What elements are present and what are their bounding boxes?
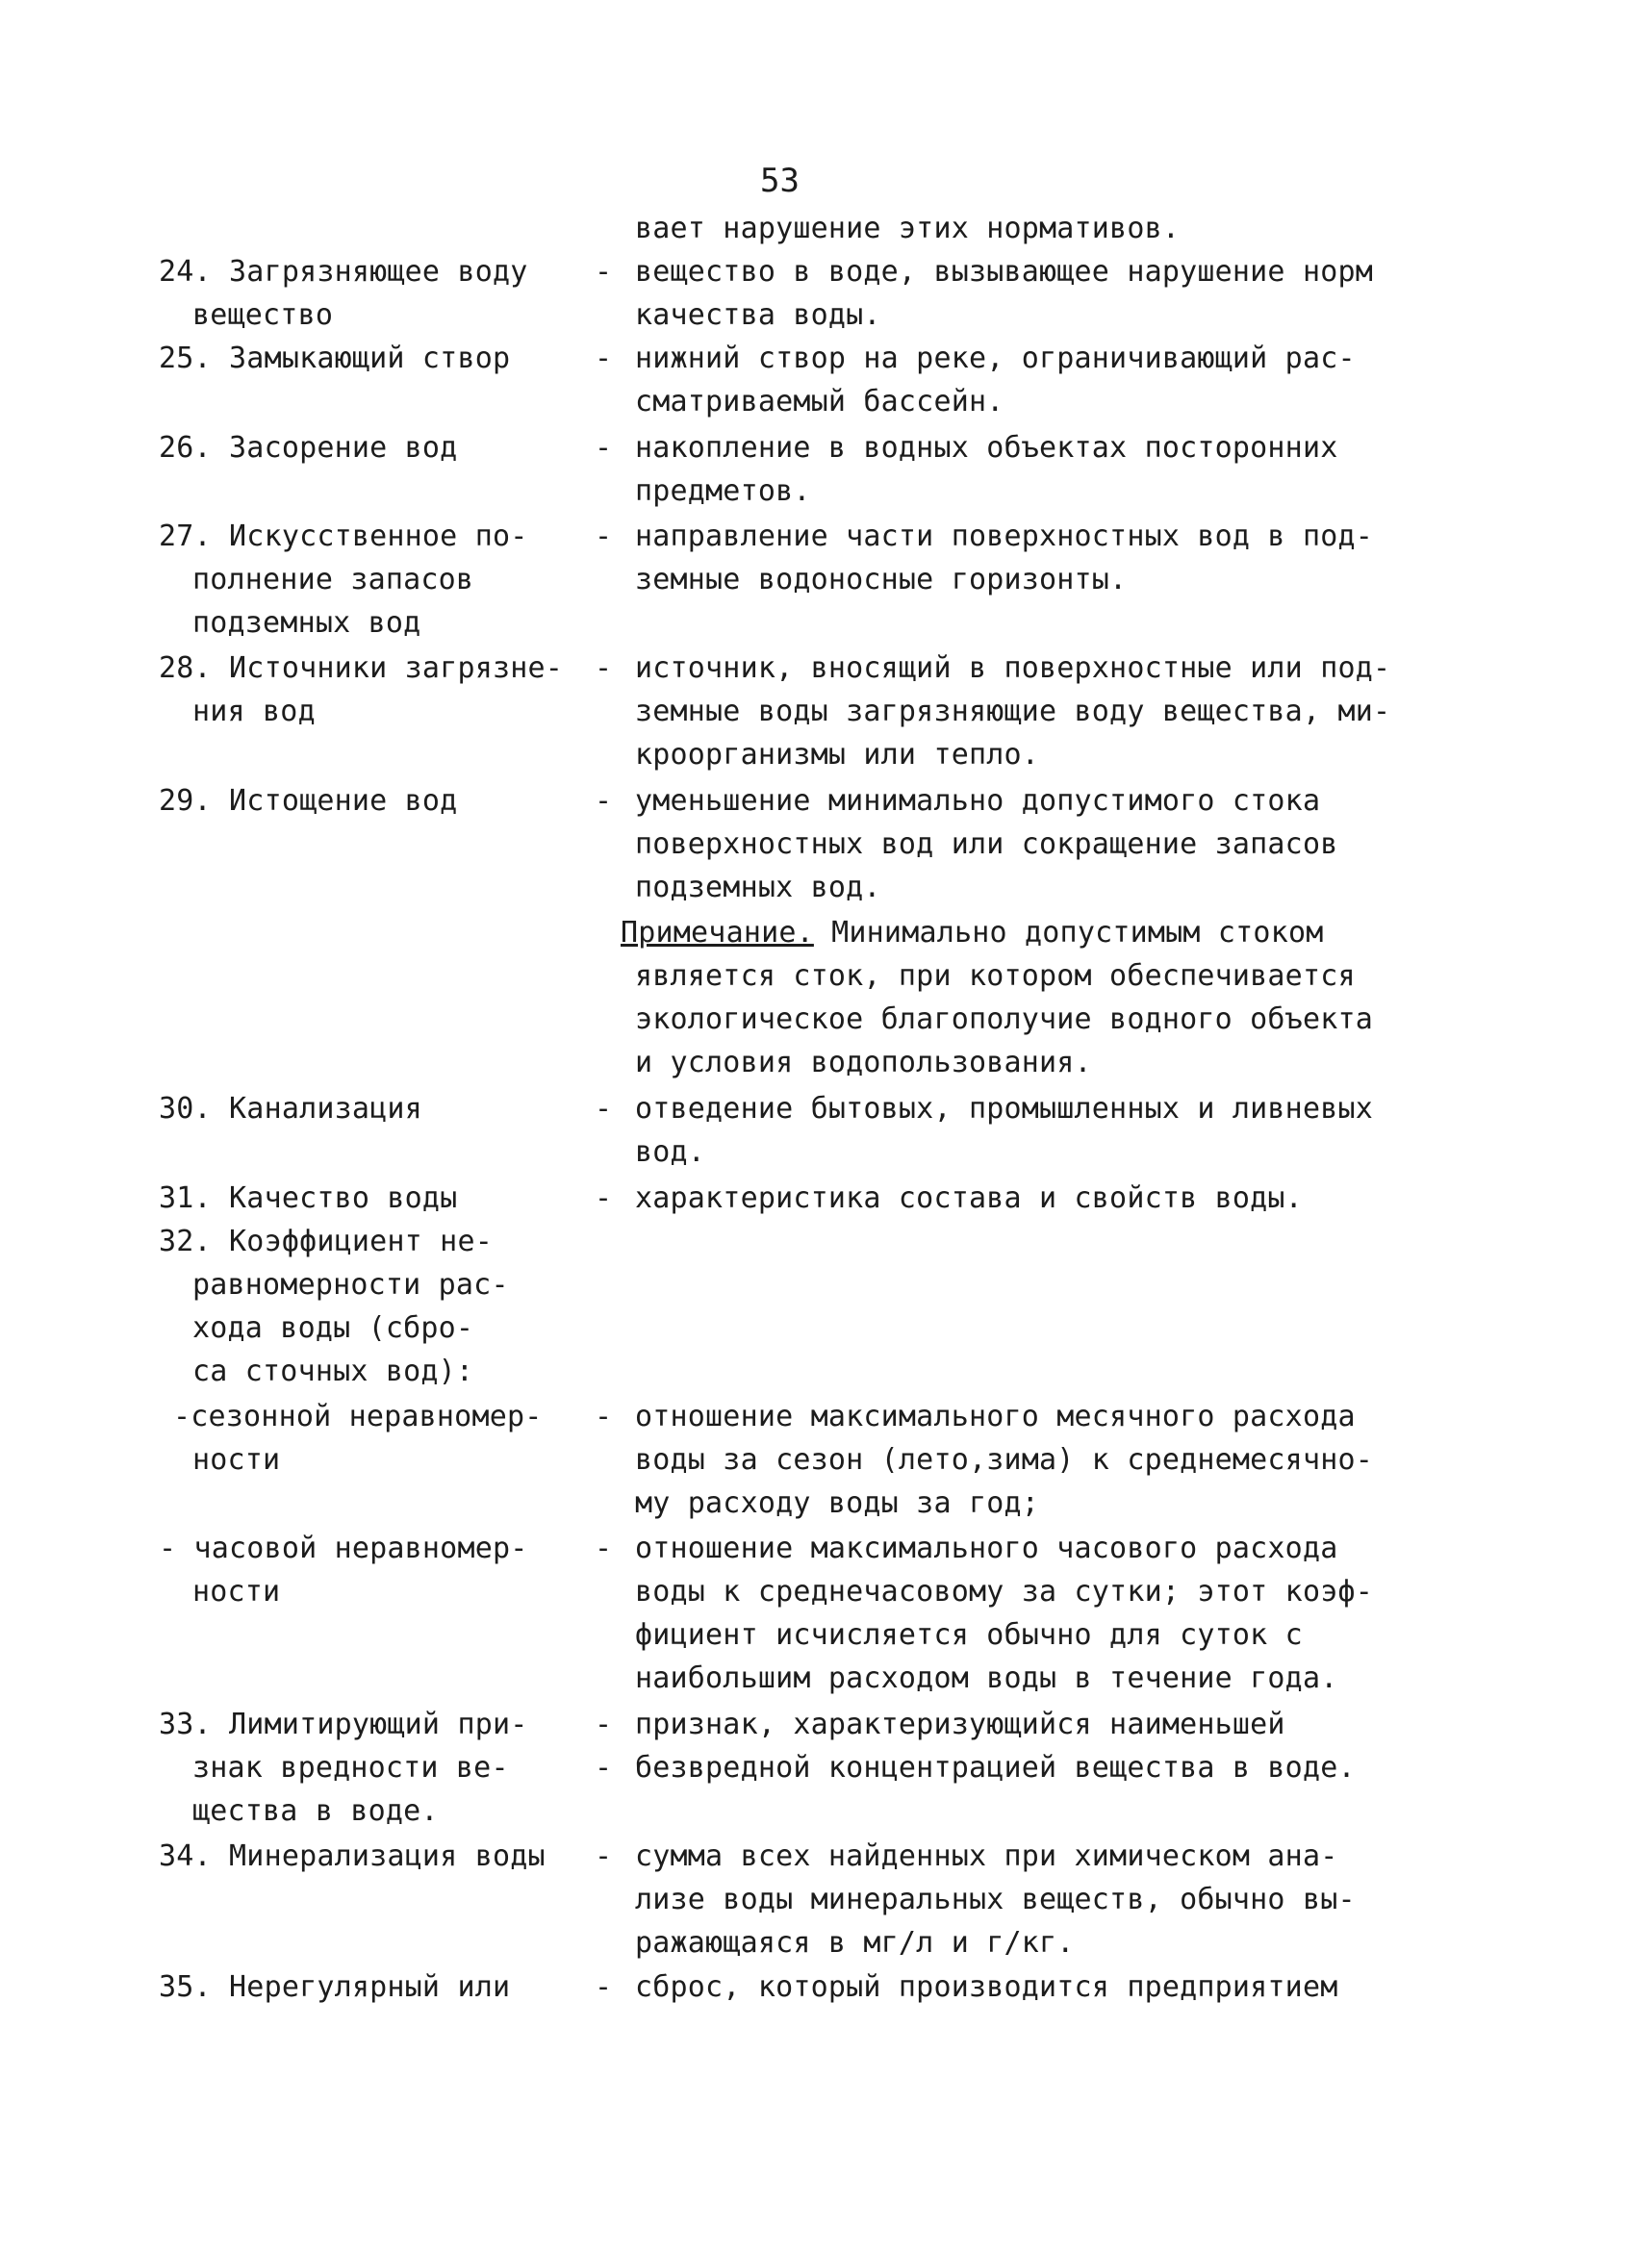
term-line: ности [192,1443,281,1477]
definition-line: земные водоносные горизонты. [635,563,1128,596]
definition-line: земные воды загрязняющие воду вещества, ми- [635,695,1391,728]
term-line: подземных вод [192,606,421,640]
dash-separator: - [595,255,613,289]
definition-line: предметов. [635,474,811,508]
definition-line: накопление в водных объектах посторонних [635,431,1338,465]
note-line [621,916,1323,951]
definition-line: вает нарушение этих нормативов. [635,212,1181,245]
term-line: 27. Искусственное по- [159,520,528,553]
definition-line: поверхностных вод или сокращение запасов [635,827,1338,861]
term-line: 34. Минерализация воды [159,1839,546,1873]
term-line: 29. Истощение вод [159,784,458,818]
definition-line: является сток, при котором обеспечивается [635,959,1356,993]
definition-line: лизе воды минеральных веществ, обычно вы- [635,1883,1356,1916]
dash-separator: - [595,1092,613,1126]
dash-separator: - [595,1970,613,2004]
term-line: - часовой неравномер- [159,1532,528,1565]
term-line: 30. Канализация [159,1092,422,1126]
definition-line: воды за сезон (лето,зима) к среднемесячно- [635,1443,1373,1477]
dash-separator: - [595,1751,613,1785]
dash-separator: - [595,1532,613,1565]
term-line: 32. Коэффициент не- [159,1225,493,1258]
term-line: равномерности рас- [192,1268,509,1302]
dash-separator: - [595,784,613,818]
term-line: 35. Нерегулярный или [159,1970,511,2004]
dash-separator: - [595,651,613,685]
definition-line: отведение бытовых, промышленных и ливневых [635,1092,1373,1126]
definition-line: отношение максимального часового расхода [635,1532,1338,1565]
term-line: хода воды (сбро- [192,1311,474,1345]
page-number: 53 [760,162,800,200]
definition-line: подземных вод. [635,871,881,904]
definition-line: фициент исчисляется обычно для суток с [635,1618,1303,1652]
term-line: ния вод [192,695,316,728]
definition-line: вод. [635,1135,706,1169]
definition-line: сматриваемый бассейн. [635,385,1004,418]
term-line: полнение запасов [192,563,474,596]
dash-separator: - [595,1181,613,1215]
definition-line: вещество в воде, вызывающее нарушение норм [635,255,1373,289]
definition-line: наибольшим расходом воды в течение года. [635,1661,1338,1695]
dash-separator: - [595,1839,613,1873]
definition-line: кроорганизмы или тепло. [635,738,1040,772]
dash-separator: - [595,520,613,553]
definition-line: сумма всех найденных при химическом ана- [635,1839,1338,1873]
dash-separator: - [595,342,613,375]
dash-separator: - [595,431,613,465]
definition-line: признак, характеризующийся наименьшей [635,1708,1285,1741]
term-line: щества в воде. [192,1794,439,1828]
term-line: знак вредности ве- [192,1751,509,1785]
definition-line: безвредной концентрацией вещества в воде. [635,1751,1356,1785]
definition-line: нижний створ на реке, ограничивающий рас- [635,342,1356,375]
definition-line: направление части поверхностных вод в под- [635,520,1373,553]
term-line: 28. Источники загрязне- [159,651,564,685]
definition-line: источник, вносящий в поверхностные или под- [635,651,1391,685]
note-label: Примечание. [621,916,814,950]
dash-separator: - [595,1400,613,1433]
term-line: вещество [192,298,334,332]
term-line: -сезонной неравномер- [173,1400,543,1433]
term-line: 33. Лимитирующий при- [159,1708,528,1741]
definition-line: воды к среднечасовому за сутки; этот коэф- [635,1575,1373,1609]
dash-separator: - [595,1708,613,1741]
definition-line: сброс, который производится предприятием [635,1970,1338,2004]
definition-line: ражающаяся в мг/л и г/кг. [635,1926,1075,1960]
definition-line: качества воды. [635,298,881,332]
definition-line: и условия водопользования. [635,1046,1092,1079]
definition-line: экологическое благополучие водного объекта [635,1002,1373,1036]
definition-line: отношение максимального месячного расхода [635,1400,1356,1433]
term-line: 24. Загрязняющее воду [159,255,528,289]
note-text: Минимально допустимым стоком [813,916,1324,950]
term-line: 25. Замыкающий створ [159,342,511,375]
term-line: 26. Засорение вод [159,431,458,465]
definition-line: уменьшение минимально допустимого стока [635,784,1321,818]
term-line: 31. Качество воды [159,1181,458,1215]
term-line: са сточных вод): [192,1355,474,1388]
definition-line: му расходу воды за год; [635,1486,1040,1520]
term-line: ности [192,1575,281,1609]
definition-line: характеристика состава и свойств воды. [635,1181,1303,1215]
